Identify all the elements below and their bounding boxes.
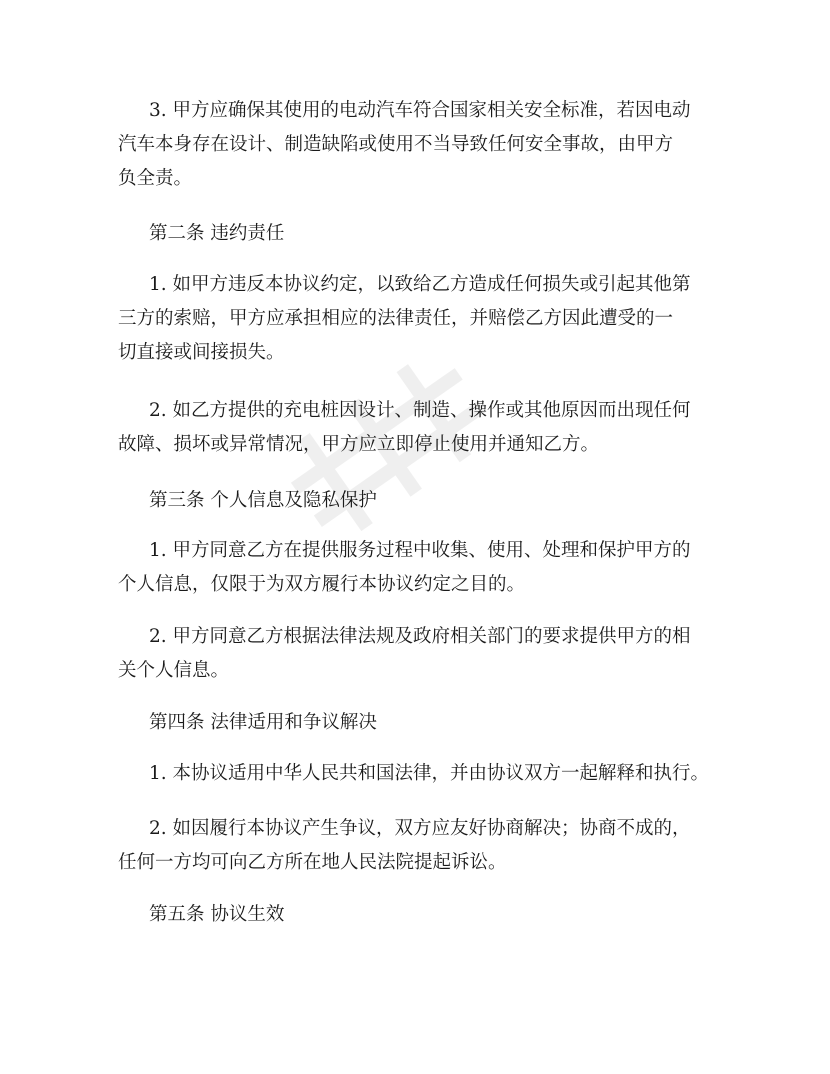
paragraph-line: 汽车本身存在设计、制造缺陷或使用不当导致任何安全事故，由甲方 bbox=[118, 134, 674, 155]
paragraph-line: 1. 本协议适用中华人民共和国法律，并由协议双方一起解释和执行。 bbox=[149, 763, 710, 784]
clause-paragraph bbox=[118, 757, 728, 791]
paragraph-line: 切直接或间接损失。 bbox=[118, 342, 285, 363]
clause-paragraph bbox=[118, 394, 728, 462]
section-heading bbox=[118, 217, 728, 251]
heading-text: 第五条 协议生效 bbox=[149, 904, 285, 925]
paragraph-line: 2. 甲方同意乙方根据法律法规及政府相关部门的要求提供甲方的相 bbox=[149, 626, 691, 647]
paragraph-line: 任何一方均可向乙方所在地人民法院提起诉讼。 bbox=[118, 852, 507, 873]
section-heading bbox=[118, 706, 728, 740]
clause-paragraph bbox=[118, 268, 728, 370]
paragraph-line: 三方的索赔，甲方应承担相应的法律责任，并赔偿乙方因此遭受的一 bbox=[118, 308, 674, 329]
heading-text: 第三条 个人信息及隐私保护 bbox=[149, 490, 377, 511]
paragraph-line: 1. 如甲方违反本协议约定，以致给乙方造成任何损失或引起其他第 bbox=[149, 274, 691, 295]
clause-paragraph bbox=[118, 534, 728, 602]
clause-paragraph bbox=[118, 94, 728, 196]
paragraph-line: 1. 甲方同意乙方在提供服务过程中收集、使用、处理和保护甲方的 bbox=[149, 540, 691, 561]
section-heading bbox=[118, 898, 728, 932]
clause-paragraph bbox=[118, 620, 728, 688]
paragraph-line: 负全责。 bbox=[118, 168, 193, 189]
paragraph-line: 2. 如因履行本协议产生争议，双方应友好协商解决；协商不成的， bbox=[149, 818, 691, 839]
heading-text: 第二条 违约责任 bbox=[149, 223, 285, 244]
paragraph-line: 关个人信息。 bbox=[118, 660, 230, 681]
heading-text: 第四条 法律适用和争议解决 bbox=[149, 712, 377, 733]
paragraph-line: 2. 如乙方提供的充电桩因设计、制造、操作或其他原因而出现任何 bbox=[149, 400, 691, 421]
paragraph-line: 3. 甲方应确保其使用的电动汽车符合国家相关安全标准，若因电动 bbox=[149, 100, 691, 121]
paragraph-line: 故障、损坏或异常情况，甲方应立即停止使用并通知乙方。 bbox=[118, 434, 600, 455]
section-heading bbox=[118, 484, 728, 518]
clause-paragraph bbox=[118, 812, 728, 880]
paragraph-line: 个人信息，仅限于为双方履行本协议约定之目的。 bbox=[118, 574, 526, 595]
